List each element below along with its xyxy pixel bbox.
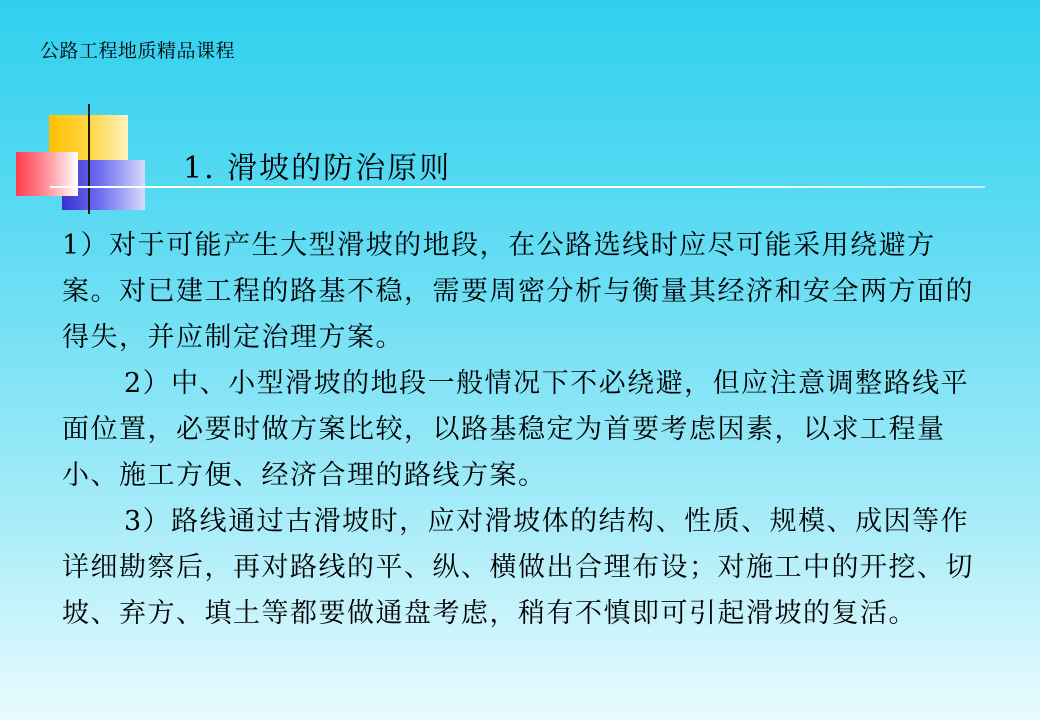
decorative-red-square bbox=[16, 152, 78, 196]
decorative-vertical-line bbox=[88, 104, 90, 214]
paragraph-3: 3）路线通过古滑坡时，应对滑坡体的结构、性质、规模、成因等作详细勘察后，再对路线的平、纵、横做出合理布设；对施工中的开挖、切坡、弃方、填土等都要做通盘考虑，稍有不慎即可引起滑坡的复活。 bbox=[62, 506, 974, 629]
paragraph-2: 2）中、小型滑坡的地段一般情况下不必绕避，但应注意调整路线平面位置，必要时做方案比较，以路基稳定为首要考虑因素，以求工程量小、施工方便、经济合理的路线方案。 bbox=[62, 368, 970, 491]
course-header: 公路工程地质精品课程 bbox=[40, 40, 236, 62]
slide-body bbox=[62, 223, 982, 637]
slide-title: 1. 滑坡的防治原则 bbox=[183, 151, 452, 186]
paragraph-1: 1）对于可能产生大型滑坡的地段，在公路选线时应尽可能采用绕避方案。对已建工程的路基不稳，需要周密分析与衡量其经济和安全两方面的得失，并应制定治理方案。 bbox=[62, 230, 974, 353]
